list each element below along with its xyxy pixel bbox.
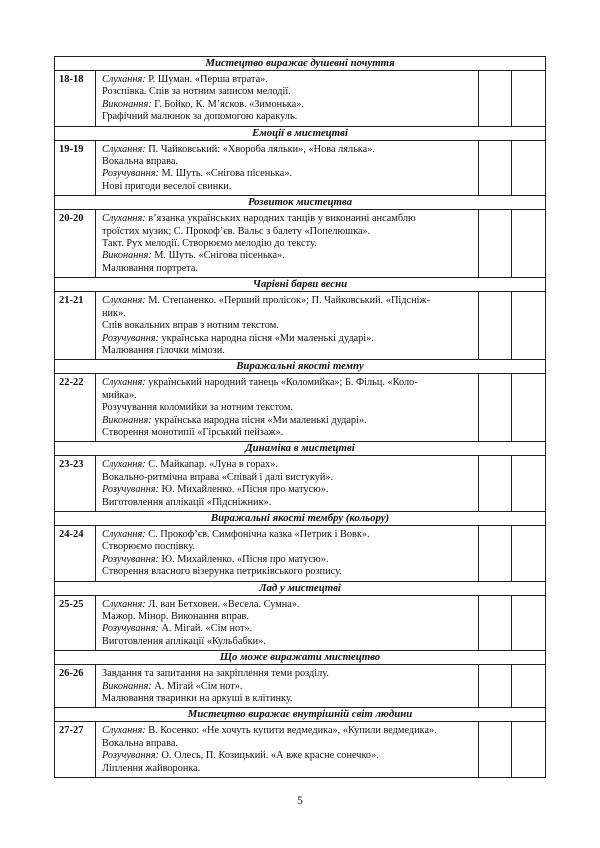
notes-cell	[512, 71, 546, 127]
activity-label: Розучування:	[102, 332, 159, 344]
lesson-line	[102, 320, 474, 332]
lesson-number: 26-26	[55, 665, 96, 708]
activity-text: Вокальна вправа.	[102, 737, 178, 749]
lesson-line	[102, 168, 474, 180]
lesson-line	[102, 459, 474, 471]
notes-cell	[512, 210, 546, 278]
activity-text: Малювання портрета.	[102, 262, 199, 274]
notes-cell	[512, 292, 546, 360]
lesson-line	[102, 415, 474, 427]
activity-text: мийка».	[102, 389, 137, 401]
activity-text: Розучування коломийки за нотним текстом.	[102, 402, 293, 414]
lesson-line	[102, 263, 474, 275]
lesson-line	[102, 484, 474, 496]
lesson-row	[55, 140, 546, 196]
date-cell	[479, 71, 512, 127]
activity-text: Мажор. Мінор. Виконання вправ.	[102, 611, 249, 622]
lesson-line	[102, 74, 474, 86]
lesson-line	[102, 345, 474, 357]
date-cell	[479, 665, 512, 708]
activity-text: Нові пригоди веселої свинки.	[102, 180, 232, 192]
activity-text: Л. ван Бетховен. «Весела. Сумна».	[145, 598, 300, 610]
lesson-line	[102, 181, 474, 193]
activity-text: Вокально-ритмічна вправа «Співай і далі вистукуй».	[102, 471, 334, 483]
lesson-line	[102, 750, 474, 762]
lesson-line	[102, 144, 474, 156]
lesson-content	[96, 665, 479, 708]
activity-label: Розучування:	[102, 168, 159, 180]
activity-label: Виконання:	[102, 250, 152, 262]
section-title: Розвиток мистецтва	[55, 196, 546, 210]
activity-text: А. Мігай. «Сім нот».	[158, 623, 253, 635]
notes-cell	[512, 140, 546, 196]
activity-label: Розучування:	[102, 750, 159, 762]
activity-label: Слухання:	[102, 74, 146, 85]
activity-text: В. Косенко: «Не хочуть купити ведмедика», «Купили ведмедика».	[145, 725, 437, 737]
section-title: Мистецтво виражає внутрішній світ людини	[55, 708, 546, 722]
activity-text: М. Шуть. «Снігова пісенька».	[151, 250, 285, 262]
lesson-row	[55, 722, 546, 778]
section-header-row	[55, 581, 546, 595]
lesson-content	[96, 722, 479, 778]
section-header-row	[55, 196, 546, 210]
lesson-line	[102, 611, 474, 623]
lesson-line	[102, 99, 474, 111]
section-title: Динаміка в мистецтві	[55, 442, 546, 456]
activity-text: С. Майкапар. «Луна в горах».	[145, 459, 278, 471]
activity-text: Виготовлення аплікації «Підсніжник».	[102, 496, 272, 508]
lesson-line	[102, 599, 474, 611]
lesson-line	[102, 681, 474, 693]
activity-text: А. Мігай «Сім нот».	[151, 680, 243, 692]
lesson-number: 22-22	[55, 374, 96, 442]
section-title: Чарівні барви весни	[55, 278, 546, 292]
lesson-line	[102, 250, 474, 262]
lesson-line	[102, 402, 474, 414]
date-cell	[479, 374, 512, 442]
section-title: Лад у мистецтві	[55, 581, 546, 595]
lesson-line	[102, 738, 474, 750]
lesson-line	[102, 566, 474, 578]
activity-text: П. Чайковський: «Хвороба ляльки», «Нова лялька».	[145, 143, 375, 155]
activity-text: Ю. Михайленко. «Пісня про матусю».	[158, 553, 329, 565]
activity-text: українська народна пісня «Ми маленькі дударі».	[158, 332, 374, 344]
activity-text: М. Шуть. «Снігова пісенька».	[158, 168, 293, 180]
section-header-row	[55, 442, 546, 456]
activity-text: Створення монотипії «Гірський пейзаж».	[102, 426, 284, 438]
activity-text: Розспівка. Спів за нотним записом мелодії.	[102, 86, 291, 98]
lesson-content	[96, 140, 479, 196]
activity-text: Р. Шуман. «Перша втрата».	[145, 74, 268, 85]
date-cell	[479, 140, 512, 196]
date-cell	[479, 595, 512, 651]
lesson-line	[102, 725, 474, 737]
lesson-line	[102, 111, 474, 123]
date-cell	[479, 722, 512, 778]
activity-text: Г. Бойко, К. М’ясков. «Зимонька».	[151, 98, 304, 110]
lesson-line	[102, 541, 474, 553]
lesson-number: 24-24	[55, 525, 96, 581]
activity-text: Вокальна вправа.	[102, 156, 178, 168]
lesson-content	[96, 525, 479, 581]
date-cell	[479, 456, 512, 512]
lesson-content	[96, 456, 479, 512]
lesson-number: 20-20	[55, 210, 96, 278]
activity-label: Слухання:	[102, 377, 146, 389]
activity-text: О. Олесь, П. Козицький. «А вже красне сонечко».	[158, 750, 379, 762]
section-title: Емоції в мистецтві	[55, 126, 546, 140]
lesson-line	[102, 623, 474, 635]
activity-text: український народний танець «Коломийка»; Б. Фільц. «Коло-	[145, 377, 418, 389]
lesson-number: 18-18	[55, 71, 96, 127]
lesson-line	[102, 156, 474, 168]
section-header-row	[55, 126, 546, 140]
activity-text: М. Степаненко. «Перший пролісок»; П. Чайковський. «Підсніж-	[145, 295, 430, 307]
lesson-content	[96, 374, 479, 442]
lesson-row	[55, 595, 546, 651]
lesson-number: 27-27	[55, 722, 96, 778]
lesson-line	[102, 554, 474, 566]
notes-cell	[512, 374, 546, 442]
lesson-number: 19-19	[55, 140, 96, 196]
lesson-row	[55, 374, 546, 442]
section-header-row	[55, 651, 546, 665]
activity-label: Слухання:	[102, 143, 146, 155]
activity-text: Ліплення жайворонка.	[102, 762, 201, 774]
activity-label: Слухання:	[102, 598, 146, 610]
notes-cell	[512, 722, 546, 778]
date-cell	[479, 292, 512, 360]
notes-cell	[512, 456, 546, 512]
activity-text: Виготовлення аплікації «Кульбабки».	[102, 635, 266, 647]
lesson-line	[102, 693, 474, 705]
section-title: Що може виражати мистецтво	[55, 651, 546, 665]
lesson-line	[102, 333, 474, 345]
section-header-row	[55, 278, 546, 292]
activity-text: ник».	[102, 307, 126, 319]
lesson-content	[96, 71, 479, 127]
lesson-plan-table-body	[55, 57, 546, 778]
activity-text: Спів вокальних вправ з нотним текстом.	[102, 320, 279, 332]
lesson-row	[55, 210, 546, 278]
lesson-line	[102, 497, 474, 509]
lesson-number: 25-25	[55, 595, 96, 651]
section-header-row	[55, 360, 546, 374]
lesson-plan-table	[54, 56, 546, 778]
activity-text: в’язанка українських народних танців у виконанні ансамблю	[145, 213, 416, 225]
activity-text: Малювання гілочки мімози.	[102, 344, 225, 356]
lesson-content	[96, 292, 479, 360]
lesson-row	[55, 525, 546, 581]
lesson-line	[102, 295, 474, 307]
lesson-line	[102, 472, 474, 484]
lesson-number: 21-21	[55, 292, 96, 360]
notes-cell	[512, 665, 546, 708]
activity-label: Слухання:	[102, 295, 146, 307]
activity-label: Слухання:	[102, 528, 146, 540]
section-header-row	[55, 57, 546, 71]
section-title: Виражальні якості темпу	[55, 360, 546, 374]
section-title: Виражальні якості тембру (кольору)	[55, 511, 546, 525]
lesson-line	[102, 636, 474, 648]
lesson-line	[102, 86, 474, 98]
activity-text: Завдання та запитання на закріплення теми розділу.	[102, 668, 329, 680]
activity-text: Графічний малюнок за допомогою каракуль.	[102, 111, 298, 123]
notes-cell	[512, 595, 546, 651]
section-header-row	[55, 511, 546, 525]
lesson-row	[55, 71, 546, 127]
activity-label: Розучування:	[102, 553, 159, 565]
activity-text: С. Прокоф’єв. Симфонічна казка «Петрик і Вовк».	[145, 528, 370, 540]
activity-label: Розучування:	[102, 623, 159, 635]
lesson-line	[102, 763, 474, 775]
date-cell	[479, 210, 512, 278]
lesson-line	[102, 238, 474, 250]
lesson-line	[102, 377, 474, 389]
activity-label: Виконання:	[102, 680, 152, 692]
lesson-line	[102, 226, 474, 238]
activity-text: Малювання тваринки на аркуші в клітинку.	[102, 693, 293, 705]
lesson-number: 23-23	[55, 456, 96, 512]
activity-label: Розучування:	[102, 484, 159, 496]
page-number: 5	[297, 795, 303, 807]
lesson-line	[102, 213, 474, 225]
activity-label: Слухання:	[102, 725, 146, 737]
activity-text: Такт. Рух мелодії. Створюємо мелодію до тексту.	[102, 238, 317, 250]
section-title: Мистецтво виражає душевні почуття	[55, 57, 546, 71]
lesson-row	[55, 665, 546, 708]
lesson-line	[102, 529, 474, 541]
activity-text: Створюємо поспівку.	[102, 541, 195, 553]
activity-text: українська народна пісня «Ми маленькі дударі».	[151, 414, 367, 426]
lesson-row	[55, 292, 546, 360]
lesson-line	[102, 308, 474, 320]
activity-text: троїстих музик; С. Прокоф’єв. Вальс з балету «Попелюшка».	[102, 225, 371, 237]
activity-label: Слухання:	[102, 213, 146, 225]
activity-text: Ю. Михайленко. «Пісня про матусю».	[158, 484, 329, 496]
lesson-line	[102, 668, 474, 680]
lesson-row	[55, 456, 546, 512]
lesson-content	[96, 595, 479, 651]
activity-label: Виконання:	[102, 98, 152, 110]
lesson-line	[102, 390, 474, 402]
lesson-content	[96, 210, 479, 278]
section-header-row	[55, 708, 546, 722]
activity-label: Виконання:	[102, 414, 152, 426]
lesson-line	[102, 427, 474, 439]
date-cell	[479, 525, 512, 581]
activity-text: Створення власного візерунка петриківського розпису.	[102, 566, 342, 578]
notes-cell	[512, 525, 546, 581]
activity-label: Слухання:	[102, 459, 146, 471]
